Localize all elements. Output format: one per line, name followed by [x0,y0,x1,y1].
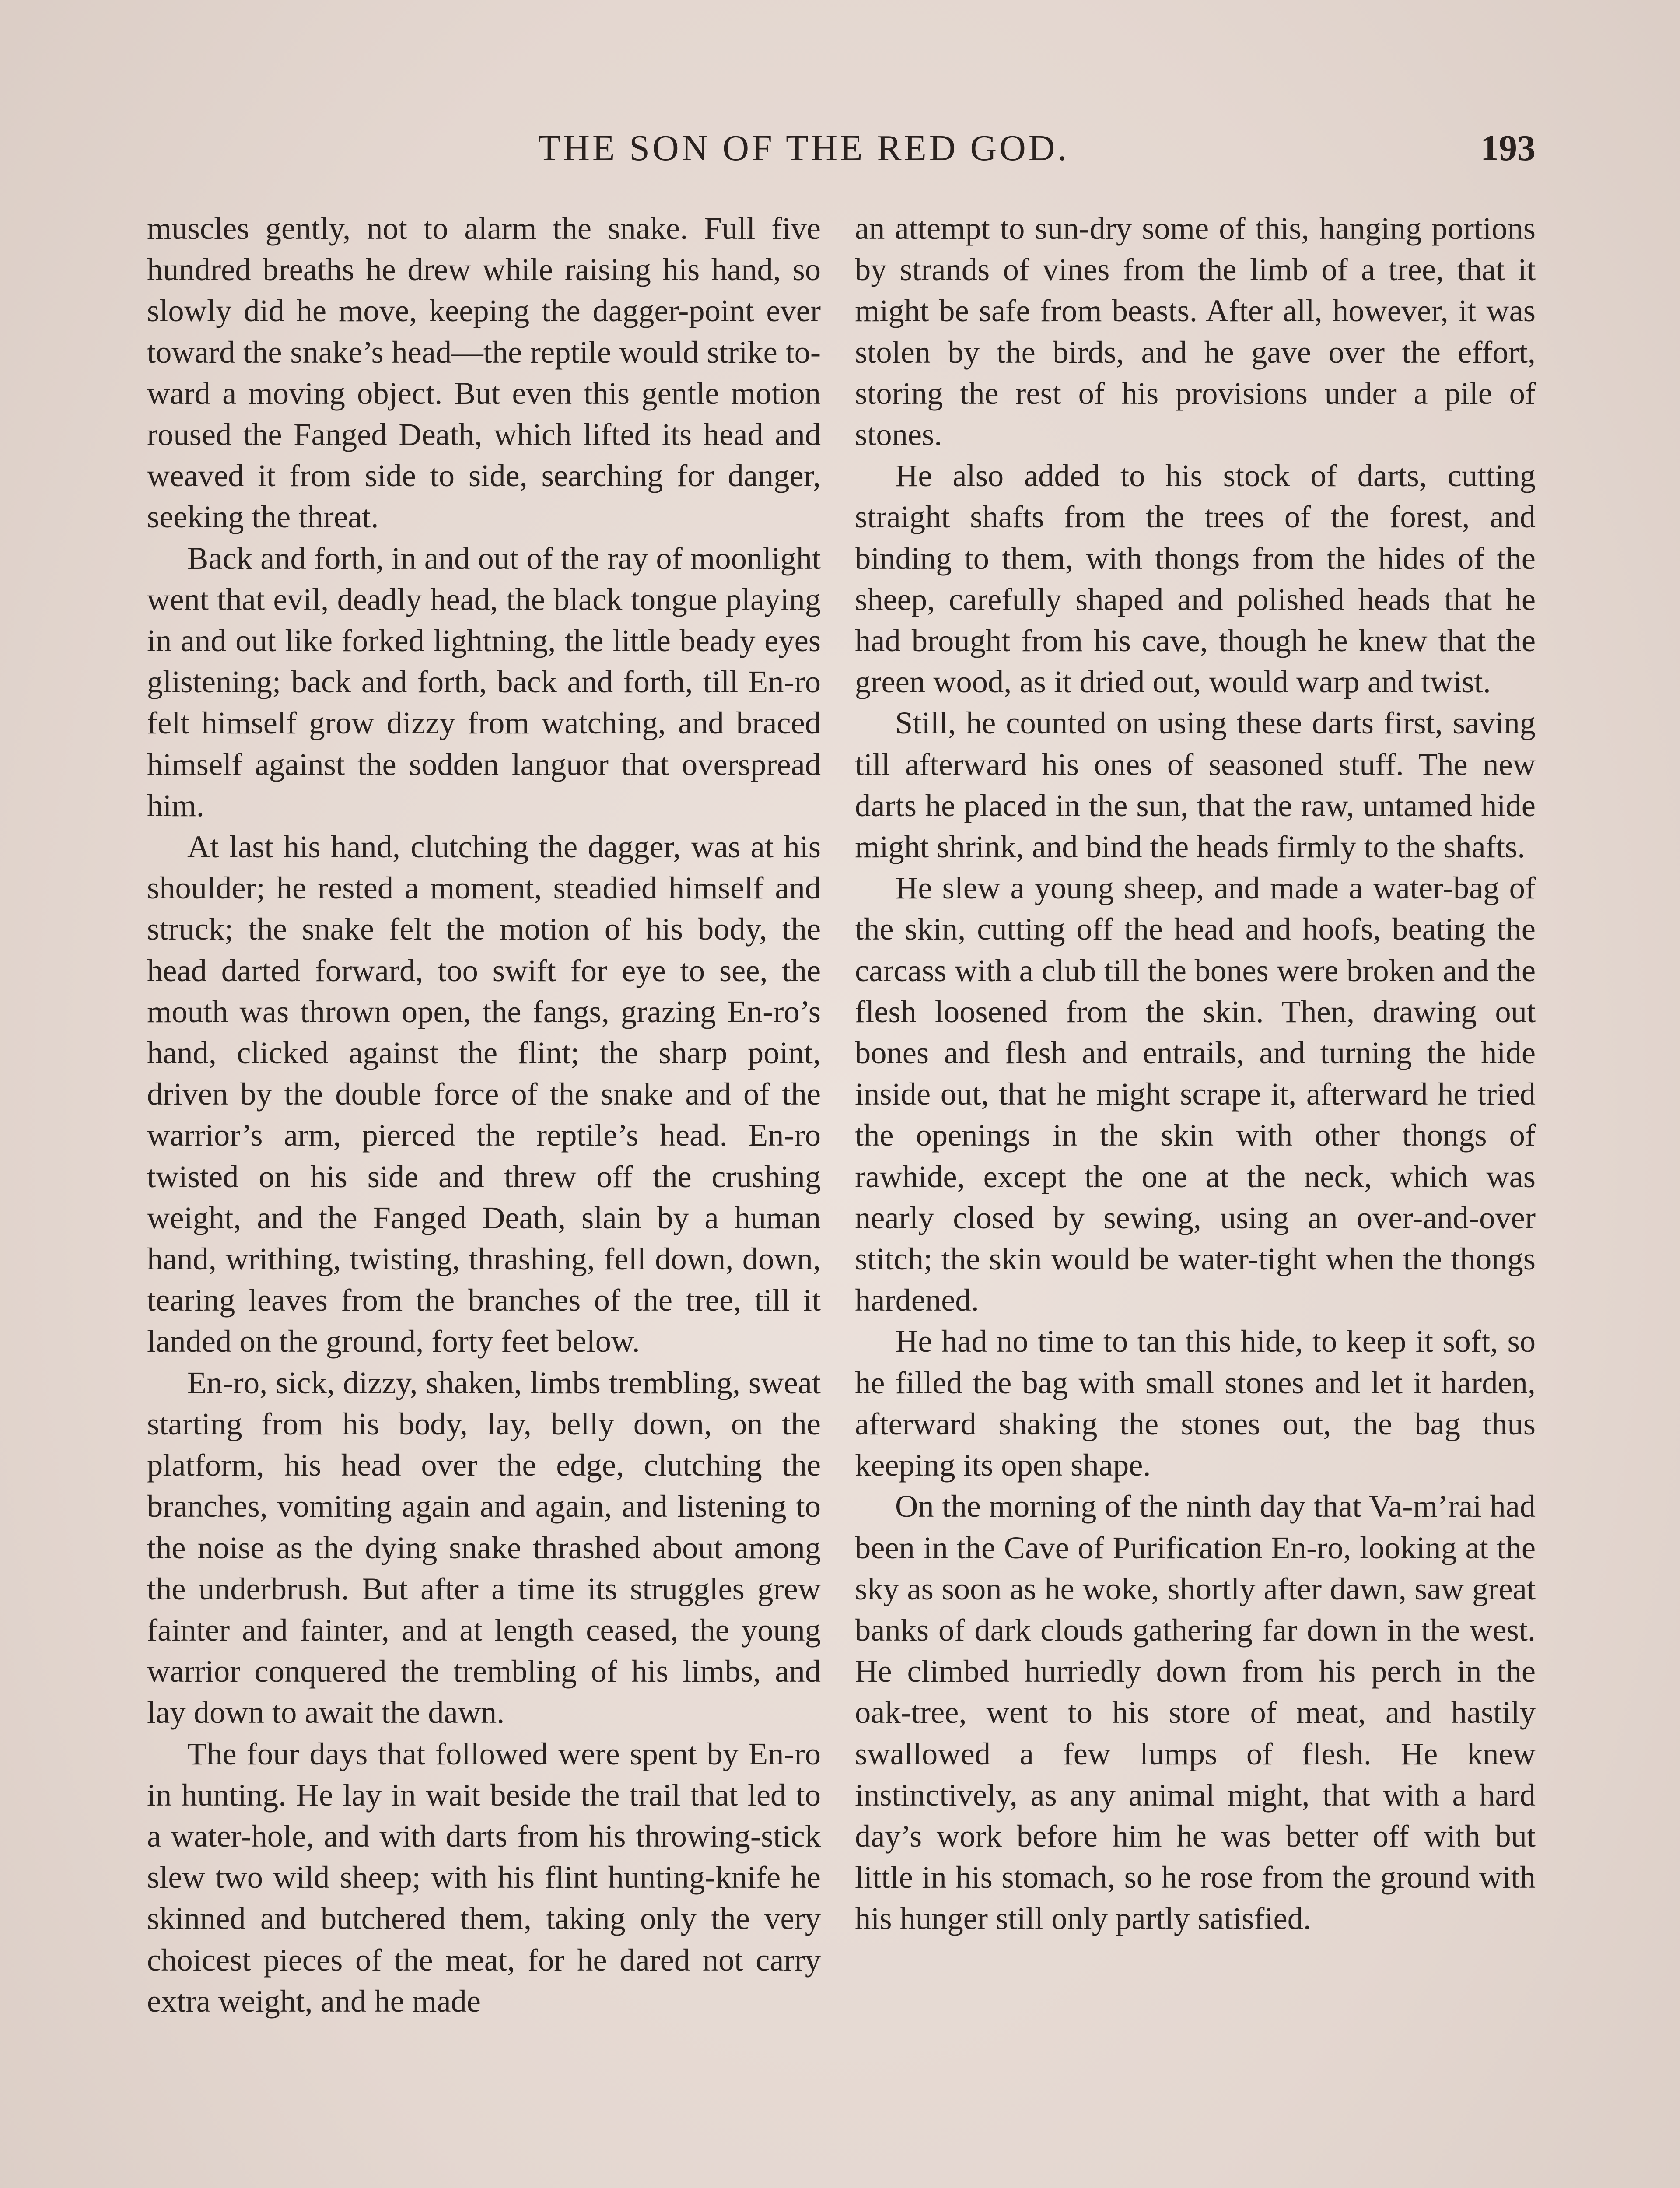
paragraph: En-ro, sick, dizzy, shaken, limbs trembling, sweat starting from his body, lay, belly down, on the platform, his head over the edge, clutching the branches, vomiting again and again, and listening to the noise as the dying snake thrashed about among the underbrush. But after a time its struggles grew fainter and fainter, and at length ceased, the young warrior conquered the trembling of his limbs, and lay down to await the dawn. [147,1364,821,1730]
right-column [855,208,1536,1939]
left-column [147,208,821,2022]
paragraph: At last his hand, clutching the dagger, was at his shoulder; he rested a moment, steadied himself and struck; the snake felt the motion of his body, the head darted forward, too swift for eye to see, the mouth was thrown open, the fangs, grazing En-ro’s hand, clicked against the flint; the sharp point, driven by the double force of the snake and of the warrior’s arm, pierced the reptile’s head. En-ro twisted on his side and threw off the crushing weight, and the Fanged Death, slain by a human hand, writhing, twisting, thrashing, fell down, down, tearing leaves from the branches of the tree, till it landed on the ground, forty feet below. [147,829,821,1359]
story-title: THE SON OF THE RED GOD. [538,128,1070,168]
paragraph: an attempt to sun-dry some of this, hanging portions by strands of vines from the limb of a tree, that it might be safe from beasts. After all, however, it was stolen by the birds, and he gave over the effort, storing the rest of his provisions under a pile of stones. [855,210,1536,452]
paragraph: Back and forth, in and out of the ray of moonlight went that evil, deadly head, the black tongue playing in and out like forked lightning, the little beady eyes glistening; back and forth, back and forth, till En-ro felt himself grow dizzy from watching, and braced himself against the sodden languor that overspread him. [147,540,821,823]
paragraph: He slew a young sheep, and made a water-bag of the skin, cutting off the head and hoofs, beating the carcass with a club till the bones were broken and the flesh loosened from the skin. Then, drawing out bones and flesh and entrails, and turning the hide inside out, that he might scrape it, afterward he tried the openings in the skin with other thongs of rawhide, except the one at the neck, which was nearly closed by sewing, using an over-and-over stitch; the skin would be water-tight when the thongs hardened. [855,870,1536,1318]
paragraph: On the morning of the ninth day that Va-m’rai had been in the Cave of Purification En-ro, looking at the sky as soon as he woke, shortly after dawn, saw great banks of dark clouds gathering far down in the west. He climbed hurriedly down from his perch in the oak-tree, went to his store of meat, and hastily swallowed a few lumps of flesh. He knew instinctively, as any animal might, that with a hard day’s work before him he was better off with but little in his stomach, so he rose from the ground with his hunger still only partly satisfied. [855,1488,1536,1936]
paragraph: muscles gently, not to alarm the snake. Full five hundred breaths he drew while raising his hand, so slowly did he move, keeping the dagger-point ever toward the snake’s head—the reptile would strike toward a moving object. But even this gentle motion roused the Fanged Death, which lifted its head and weaved it from side to side, searching for danger, seeking the threat. [147,210,821,535]
running-header [144,127,1536,175]
paragraph: The four days that followed were spent by En-ro in hunting. He lay in wait beside the trail that led to a water-hole, and with darts from his throwing-stick slew two wild sheep; with his flint hunting-knife he skinned and butchered them, taking only the very choicest pieces of the meat, for he dared not carry extra weight, and he made [147,1736,821,2019]
paragraph: He also added to his stock of darts, cutting straight shafts from the trees of the forest, and binding to them, with thongs from the hides of the sheep, carefully shaped and polished heads that he had brought from his cave, though he knew that the green wood, as it dried out, would warp and twist. [855,458,1536,700]
page-number: 193 [1480,128,1536,168]
paragraph: He had no time to tan this hide, to keep it soft, so he filled the bag with small stones and let it harden, afterward shaking the stones out, the bag thus keeping its open shape. [855,1323,1536,1483]
paragraph: Still, he counted on using these darts first, saving till afterward his ones of seasoned stuff. The new darts he placed in the sun, that the raw, untamed hide might shrink, and bind the heads firmly to the shafts. [855,705,1536,865]
